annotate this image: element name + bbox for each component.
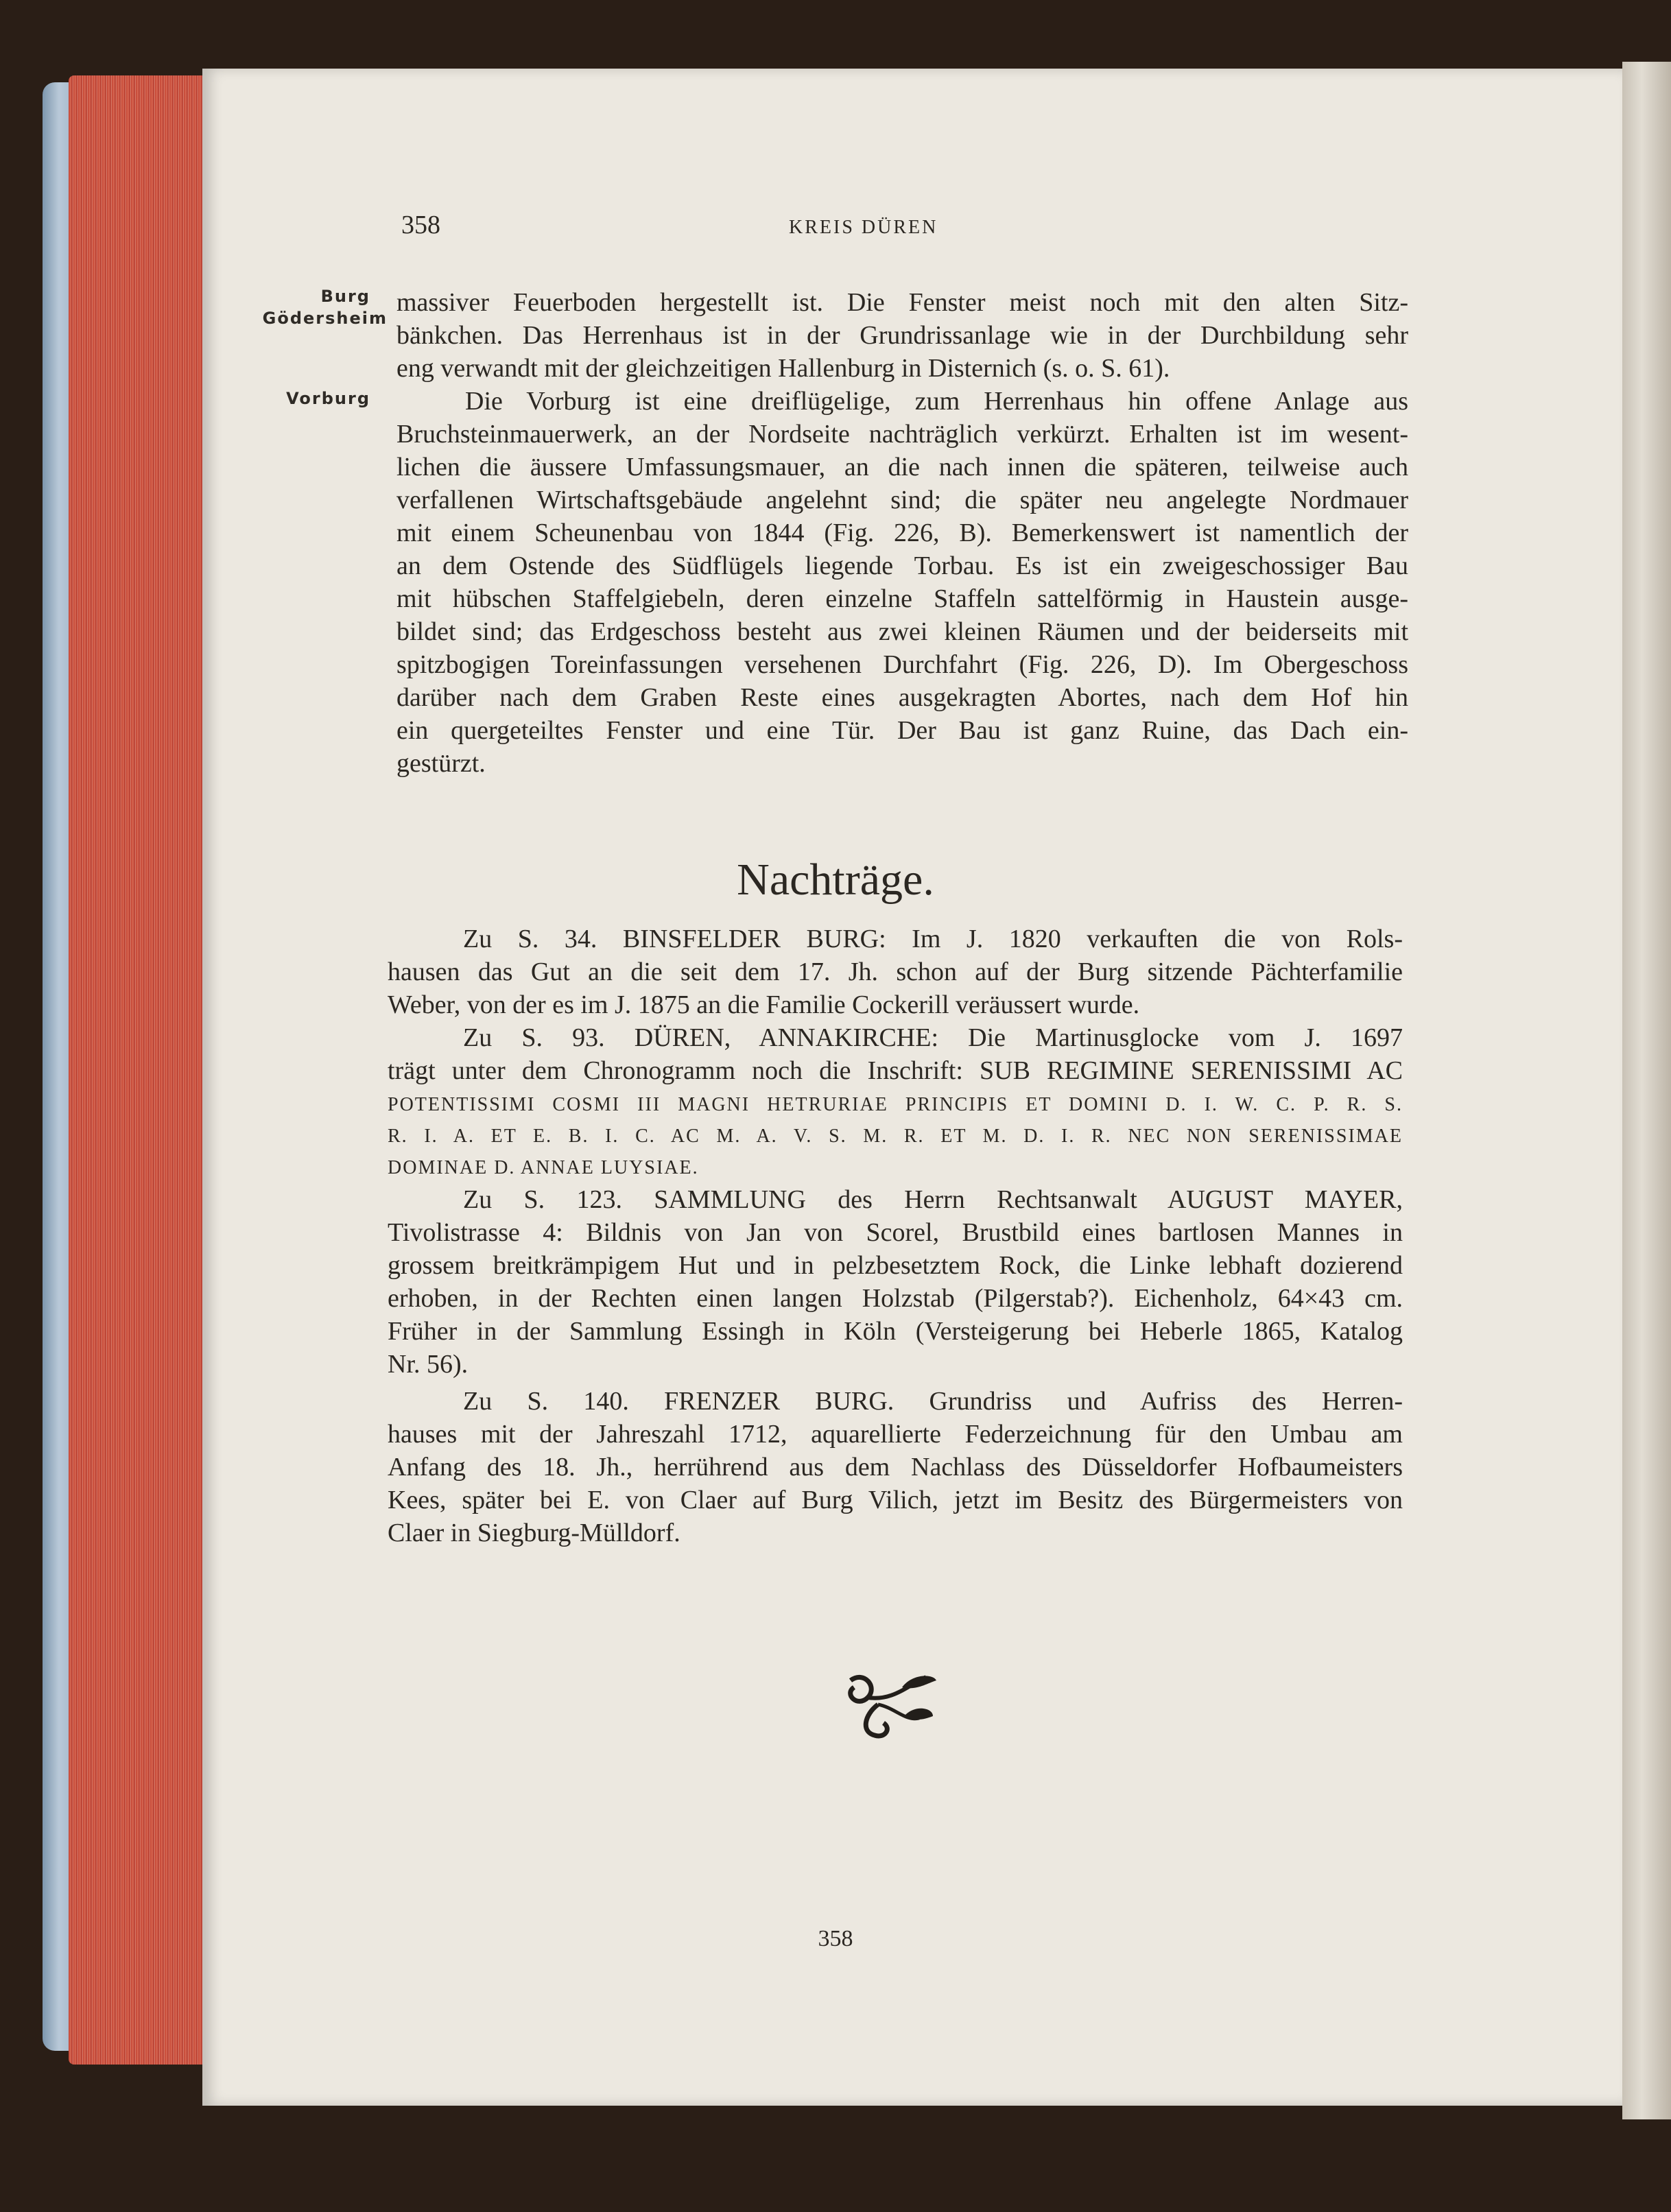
text-line: an dem Ostende des Südflügels liegende Torbau. Es ist ein zweigeschossiger Bau <box>396 551 1408 580</box>
text-line: DOMINAE D. ANNAE LUYSIAE. <box>388 1157 699 1178</box>
text-line: trägt unter dem Chronogramm noch die Inschrift: SUB REGIMINE SERENISSIMI AC <box>388 1056 1403 1085</box>
text-line: R. I. A. ET E. B. I. C. AC M. A. V. S. M. R. ET M. D. I. R. NEC NON SERENISSIMAE <box>388 1126 1403 1147</box>
margin-note-vorburg: Vorburg <box>286 389 370 408</box>
footer-page-number: 358 <box>818 1926 853 1951</box>
text-line: Früher in der Sammlung Essingh in Köln (Versteigerung bei Heberle 1865, Katalog <box>388 1317 1403 1346</box>
text-line: verfallenen Wirtschaftsgebäude angelehnt sind; die später neu angelegte Nordmauer <box>396 486 1408 514</box>
text-line: eng verwandt mit der gleichzeitigen Hallenburg in Disternich (s. o. S. 61). <box>396 354 1170 383</box>
text-line: bildet sind; das Erdgeschoss besteht aus zwei kleinen Räumen und der beiderseits mit <box>396 617 1408 646</box>
text-line: Tivolistrasse 4: Bildnis von Jan von Scorel, Brustbild eines bartlosen Mannes in <box>388 1218 1403 1247</box>
text-line: Kees, später bei E. von Claer auf Burg Vilich, jetzt im Besitz des Bürgermeisters von <box>388 1486 1403 1514</box>
header-page-number: 358 <box>401 211 440 239</box>
text-line: hauses mit der Jahreszahl 1712, aquarellierte Federzeichnung für den Umbau am <box>388 1420 1403 1449</box>
text-line: mit hübschen Staffelgiebeln, deren einzelne Staffeln sattelförmig in Haustein ausge- <box>396 584 1408 613</box>
text-line: Bruchsteinmauerwerk, an der Nordseite nachträglich verkürzt. Erhalten ist im wesent- <box>396 420 1408 449</box>
text-line: Anfang des 18. Jh., herrührend aus dem Nachlass des Düsseldorfer Hofbaumeisters <box>388 1453 1403 1482</box>
text-line: darüber nach dem Graben Reste eines ausgekragten Abortes, nach dem Hof hin <box>396 683 1408 712</box>
running-title: KREIS DÜREN <box>789 217 938 238</box>
page-edges <box>69 75 206 2065</box>
margin-note-burg: Burg <box>320 287 370 306</box>
text-line: Zu S. 123. SAMMLUNG des Herrn Rechtsanwalt AUGUST MAYER, <box>463 1185 1403 1214</box>
text-line: Nr. 56). <box>388 1350 469 1379</box>
text-line: Zu S. 34. BINSFELDER BURG: Im J. 1820 verkauften die von Rols- <box>463 925 1403 953</box>
facing-page-edge <box>1622 62 1671 2119</box>
section-heading: Nachträge. <box>737 855 934 905</box>
text-line: hausen das Gut an die seit dem 17. Jh. schon auf der Burg sitzende Pächterfamilie <box>388 958 1403 986</box>
margin-note-goedersheim: Gödersheim <box>262 309 388 328</box>
text-line: lichen die äussere Umfassungsmauer, an die nach innen die späteren, teilweise auch <box>396 453 1408 481</box>
text-line: ein quergeteiltes Fenster und eine Tür. Der Bau ist ganz Ruine, das Dach ein- <box>396 716 1408 745</box>
text-line: massiver Feuerboden hergestellt ist. Die Fenster meist noch mit den alten Sitz- <box>396 288 1408 317</box>
text-line: mit einem Scheunenbau von 1844 (Fig. 226, B). Bemerkenswert ist namentlich der <box>396 519 1408 547</box>
floral-ornament-icon <box>837 1667 940 1746</box>
text-line: POTENTISSIMI COSMI III MAGNI HETRURIAE PRINCIPIS ET DOMINI D. I. W. C. P. R. S. <box>388 1094 1403 1115</box>
text-line: gestürzt. <box>396 749 486 778</box>
text-line: Zu S. 140. FRENZER BURG. Grundriss und Aufriss des Herren- <box>463 1387 1403 1416</box>
text-line: Weber, von der es im J. 1875 an die Familie Cockerill veräussert wurde. <box>388 990 1140 1019</box>
text-line: Zu S. 93. DÜREN, ANNAKIRCHE: Die Martinusglocke vom J. 1697 <box>463 1023 1403 1052</box>
text-line: Die Vorburg ist eine dreiflügelige, zum Herrenhaus hin offene Anlage aus <box>465 387 1408 416</box>
text-line: bänkchen. Das Herrenhaus ist in der Grundrissanlage wie in der Durchbildung sehr <box>396 321 1408 350</box>
text-line: spitzbogigen Toreinfassungen versehenen Durchfahrt (Fig. 226, D). Im Obergeschoss <box>396 650 1408 679</box>
text-line: erhoben, in der Rechten einen langen Holzstab (Pilgerstab?). Eichenholz, 64×43 cm. <box>388 1284 1403 1313</box>
text-line: grossem breitkrämpigem Hut und in pelzbesetztem Rock, die Linke lebhaft dozierend <box>388 1251 1403 1280</box>
text-line: Claer in Siegburg-Mülldorf. <box>388 1519 680 1547</box>
